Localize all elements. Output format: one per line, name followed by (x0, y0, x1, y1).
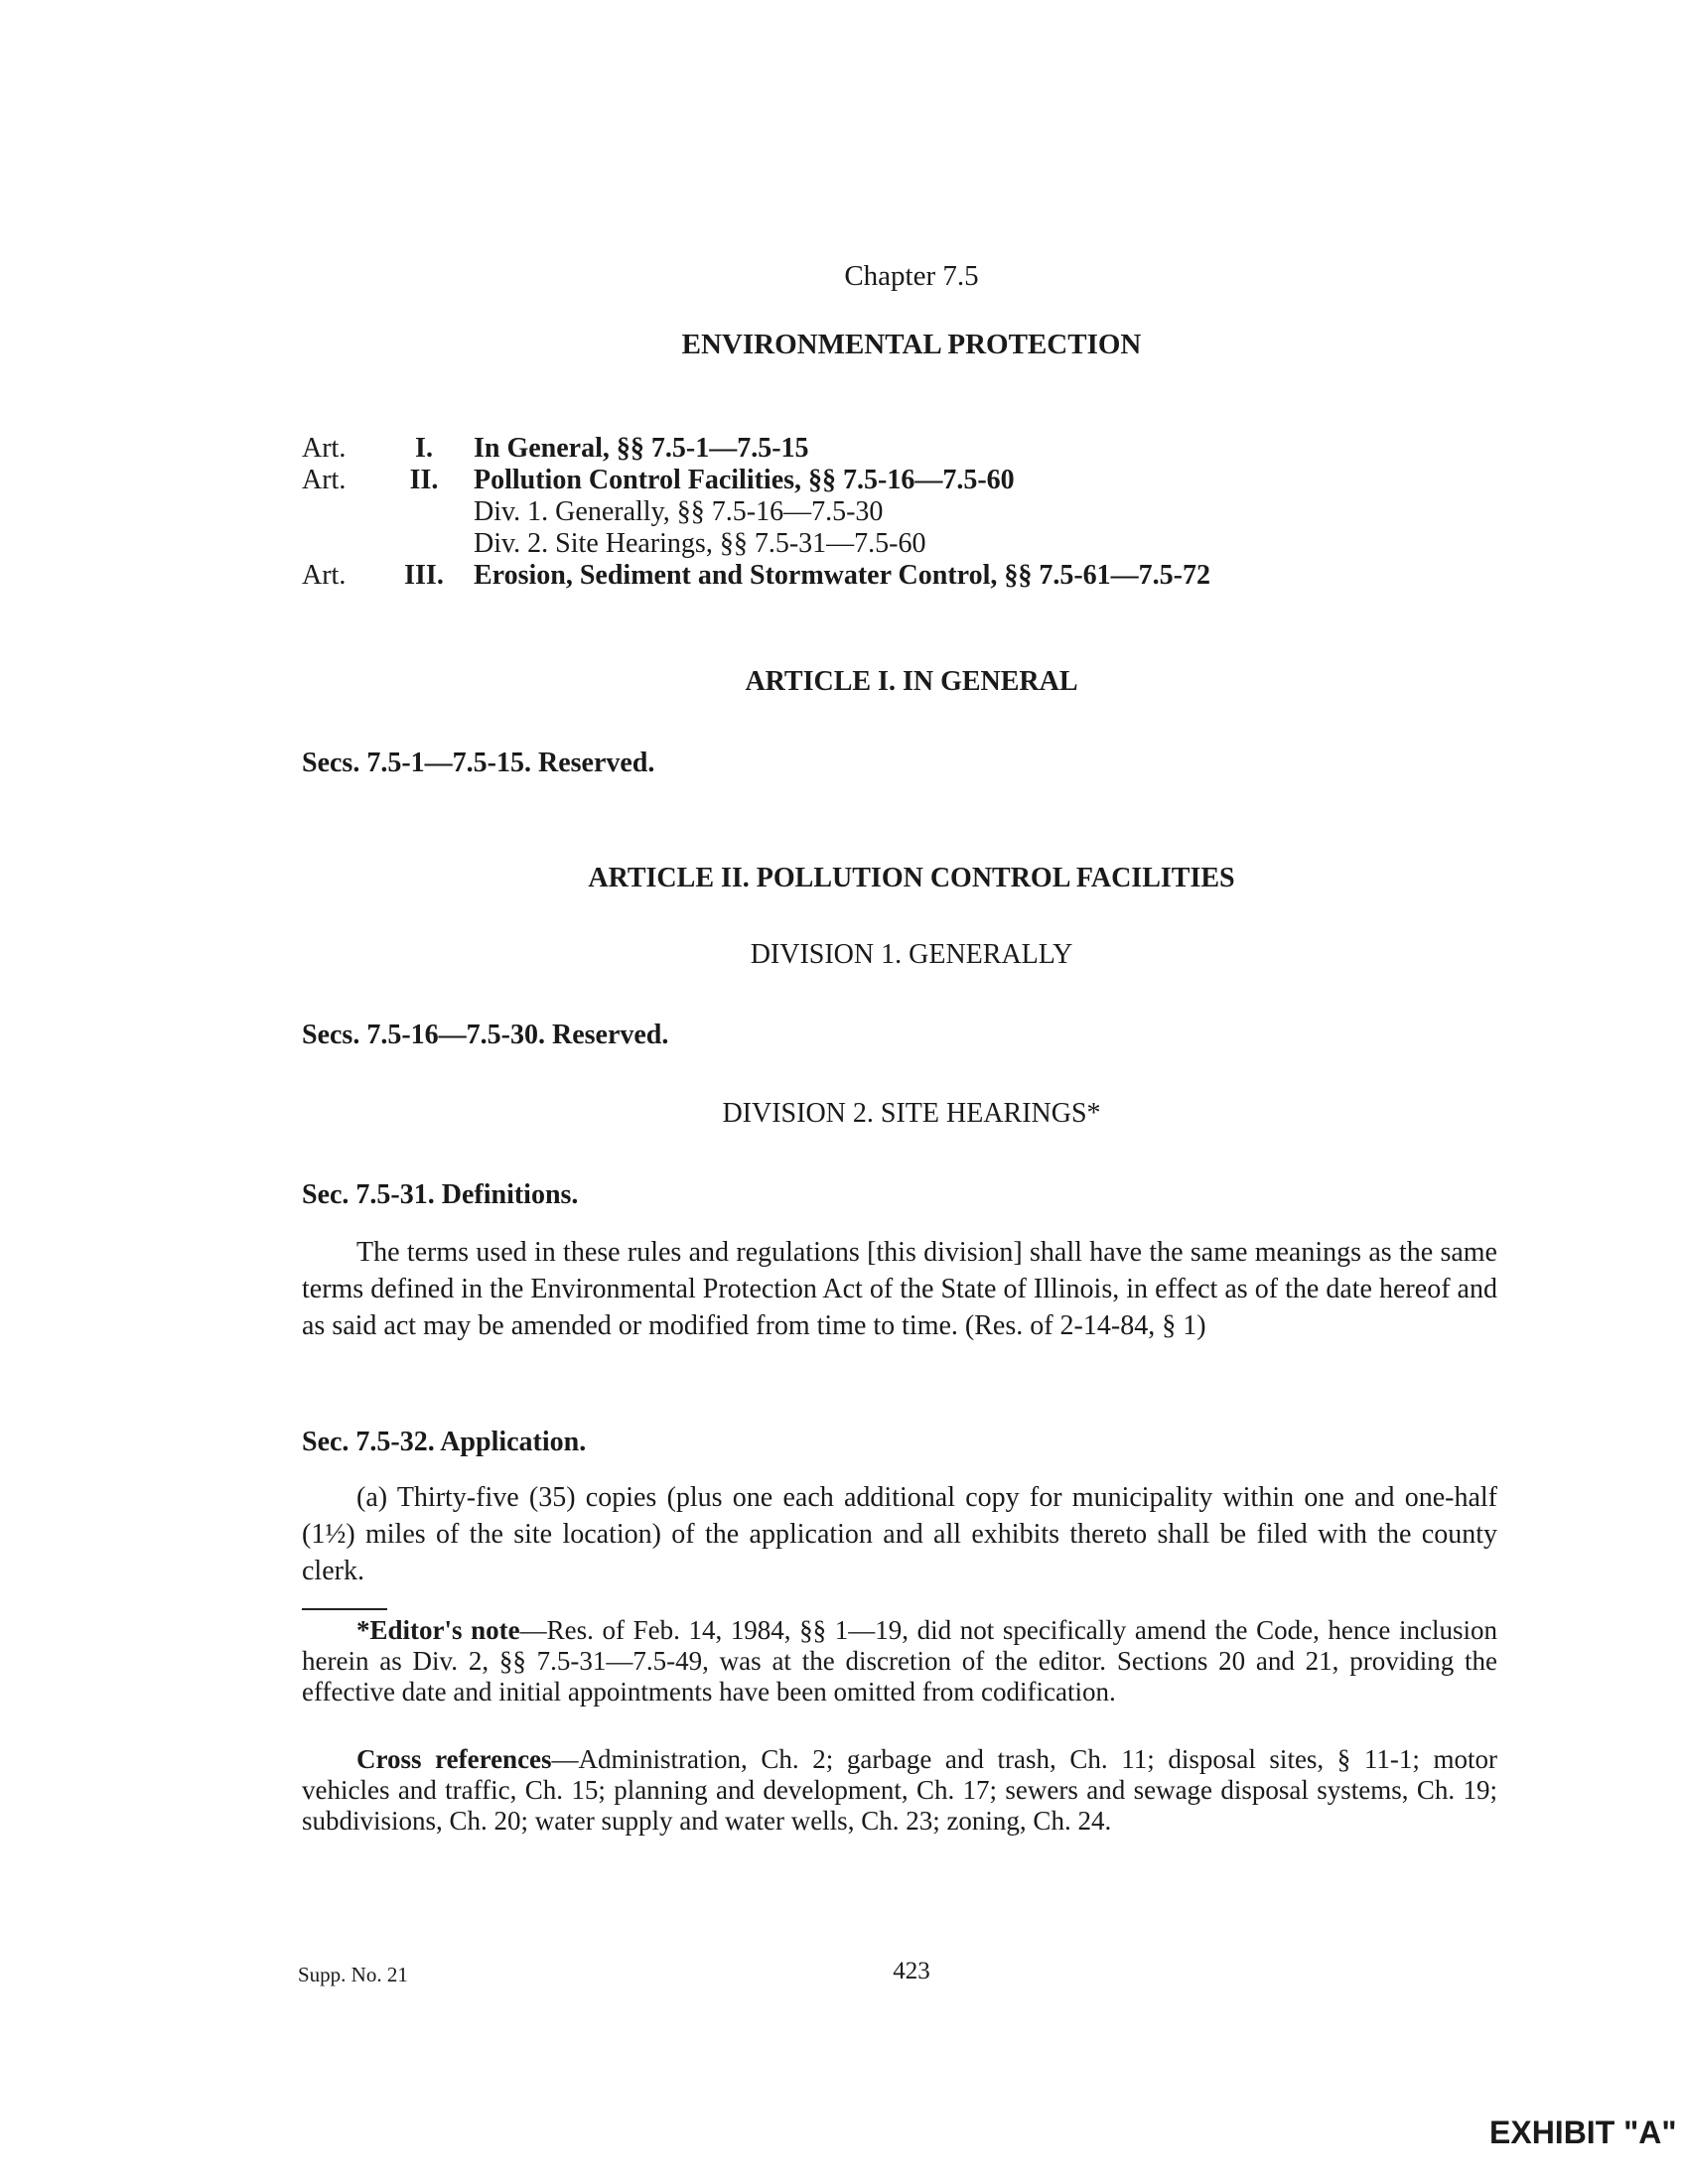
toc-art-number: I. (415, 433, 433, 464)
toc-row-article-2 (302, 465, 1210, 496)
cross-references-label: Cross references (356, 1744, 552, 1774)
toc-row-division-1 (302, 496, 1210, 528)
article-2-heading: ARTICLE II. POLLUTION CONTROL FACILITIES (588, 863, 1235, 893)
sec-31-heading: Sec. 7.5-31. Definitions. (302, 1179, 579, 1210)
cross-references (302, 1744, 1497, 1837)
toc-art-number: III. (404, 560, 444, 591)
toc-div-title: Div. 1. Generally, §§ 7.5-16—7.5-30 (474, 496, 884, 527)
toc-art-number: II. (409, 465, 439, 495)
editors-note (302, 1615, 1497, 1707)
sec-32-body: (a) Thirty-five (35) copies (plus one each additional copy for municipality within one and one-half (1½) miles of the site location) of the application and all exhibits thereto shall be filed with the county clerk. (302, 1482, 1497, 1586)
exhibit-label: EXHIBIT "A" (1489, 2115, 1677, 2150)
toc-art-label: Art. (302, 560, 347, 591)
toc-art-label: Art. (302, 433, 347, 464)
toc-art-title: In General, §§ 7.5-1—7.5-15 (474, 433, 809, 464)
editors-note-label: *Editor's note (356, 1615, 520, 1645)
toc-row-division-2 (302, 528, 1210, 560)
toc-art-title: Pollution Control Facilities, §§ 7.5-16—7.5-60 (474, 465, 1015, 495)
toc-art-title: Erosion, Sediment and Stormwater Control, §§ 7.5-61—7.5-72 (474, 560, 1210, 591)
division-2-heading: DIVISION 2. SITE HEARINGS* (722, 1098, 1101, 1129)
sec-32-heading: Sec. 7.5-32. Application. (302, 1427, 587, 1457)
article-1-secs: Secs. 7.5-1—7.5-15. Reserved. (302, 748, 655, 778)
page-number: 423 (893, 1958, 930, 1984)
division-1-secs: Secs. 7.5-16—7.5-30. Reserved. (302, 1020, 669, 1050)
editors-note-text: —Res. of Feb. 14, 1984, §§ 1—19, did not specifically amend the Code, hence inclusion herein as Div. 2, §§ 7.5-31—7.5-49, was at the discretion of the editor. Sections 20 and 21, providing the effective date and initial appointments have been omitted from codification. (302, 1615, 1497, 1706)
cross-references-text: —Administration, Ch. 2; garbage and trash, Ch. 11; disposal sites, § 11-1; motor vehicles and traffic, Ch. 15; planning and development, Ch. 17; sewers and sewage disposal systems, Ch. 19; subdivisions, Ch. 20; water supply and water wells, Ch. 23; zoning, Ch. 24. (302, 1744, 1497, 1836)
article-1-heading: ARTICLE I. IN GENERAL (745, 666, 1078, 697)
footnote-divider (302, 1608, 387, 1610)
sec-31-body: The terms used in these rules and regulations [this division] shall have the same meanings as the same terms defined in the Environmental Protection Act of the State of Illinois, in effect as of the date hereof and as said act may be amended or modified from time to time. (Res. of 2-14-84, § 1) (302, 1237, 1497, 1341)
table-of-contents (302, 433, 1210, 592)
chapter-title: ENVIRONMENTAL PROTECTION (681, 329, 1142, 360)
toc-div-title: Div. 2. Site Hearings, §§ 7.5-31—7.5-60 (474, 528, 926, 559)
toc-row-article-3 (302, 560, 1210, 592)
chapter-label: Chapter 7.5 (844, 260, 979, 292)
division-1-heading: DIVISION 1. GENERALLY (750, 939, 1073, 970)
toc-art-label: Art. (302, 465, 347, 495)
supplement-number: Supp. No. 21 (298, 1963, 408, 1986)
toc-row-article-1 (302, 433, 1210, 465)
